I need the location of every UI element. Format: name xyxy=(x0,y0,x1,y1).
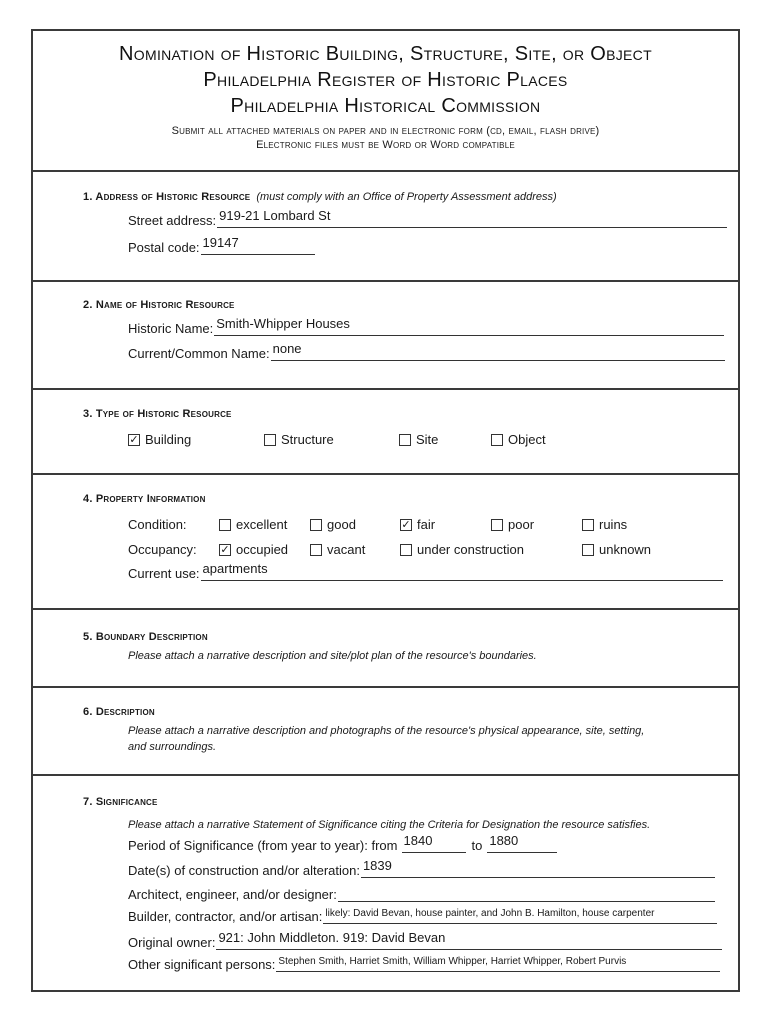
architect-label: Architect, engineer, and/or designer: xyxy=(128,887,337,902)
fair-label: fair xyxy=(417,517,436,532)
street-address-row xyxy=(128,208,727,228)
significant-persons-row xyxy=(128,957,720,972)
building-label: Building xyxy=(145,432,192,447)
object-box[interactable] xyxy=(491,434,503,446)
section-divider xyxy=(33,388,738,390)
ruins-label: ruins xyxy=(599,517,628,532)
significant-persons-field[interactable] xyxy=(276,956,720,972)
postal-code-row xyxy=(128,235,315,255)
architect-field[interactable] xyxy=(338,886,715,902)
form-subtitle-commission: Philadelphia Historical Commission xyxy=(230,95,541,117)
period-to-label: to xyxy=(471,838,483,853)
section-1-heading xyxy=(83,191,557,203)
structure-label: Structure xyxy=(281,432,334,447)
original-owner-row xyxy=(128,930,722,950)
vacant-label: vacant xyxy=(327,542,366,557)
under-construction-box[interactable] xyxy=(400,544,412,556)
occupancy-unknown-checkbox[interactable] xyxy=(582,542,651,557)
historic-name-value: Smith-Whipper Houses xyxy=(216,316,350,331)
builder-label: Builder, contractor, and/or artisan: xyxy=(128,909,323,924)
nomination-form xyxy=(31,29,740,992)
boundary-instruction: Please attach a narrative description and site/plot plan of the resource's boundaries. xyxy=(128,650,537,662)
description-instruction xyxy=(128,723,644,755)
common-name-value: none xyxy=(272,341,302,356)
good-box[interactable] xyxy=(310,519,322,531)
poor-label: poor xyxy=(508,517,535,532)
significance-instruction: Please attach a narrative Statement of Significance citing the Criteria for Designation the resource satisfies. xyxy=(128,819,651,831)
type-object-checkbox[interactable] xyxy=(491,432,546,447)
section-divider xyxy=(33,686,738,688)
occupied-box[interactable] xyxy=(219,544,231,556)
current-use-label: Current use: xyxy=(128,566,200,581)
structure-box[interactable] xyxy=(264,434,276,446)
period-to-field[interactable] xyxy=(487,833,557,853)
construction-dates-label: Date(s) of construction and/or alteration: xyxy=(128,863,360,878)
type-structure-checkbox[interactable] xyxy=(264,432,334,447)
condition-poor-checkbox[interactable] xyxy=(491,517,534,532)
condition-good-checkbox[interactable] xyxy=(310,517,356,532)
original-owner-value: 921: John Middleton. 919: David Bevan xyxy=(218,930,446,945)
construction-dates-field[interactable] xyxy=(361,858,715,878)
object-label: Object xyxy=(508,432,546,447)
section-3-heading: 3. Type of Historic Resource xyxy=(83,408,232,420)
section-divider xyxy=(33,774,738,776)
postal-code-value: 19147 xyxy=(202,235,239,250)
type-building-checkbox[interactable] xyxy=(128,432,191,447)
builder-value: likely: David Bevan, house painter, and John B. Hamilton, house carpenter xyxy=(325,908,655,919)
section-4-heading: 4. Property Information xyxy=(83,493,206,505)
description-instruction-line2: and surroundings. xyxy=(128,741,217,753)
submit-instruction: Submit all attached materials on paper and in electronic form (cd, email, flash drive) xyxy=(171,125,600,137)
poor-box[interactable] xyxy=(491,519,503,531)
section-6-heading: 6. Description xyxy=(83,706,155,718)
significant-persons-value: Stephen Smith, Harriet Smith, William Whipper, Harriet Whipper, Robert Purvis xyxy=(278,956,627,967)
postal-code-label: Postal code: xyxy=(128,240,200,255)
condition-fair-checkbox[interactable] xyxy=(400,517,435,532)
form-title: Nomination of Historic Building, Structure, Site, or Object xyxy=(119,43,652,65)
period-label: Period of Significance (from year to year): from xyxy=(128,838,398,853)
section-1-note: (must comply with an Office of Property Assessment address) xyxy=(256,191,557,203)
unknown-box[interactable] xyxy=(582,544,594,556)
vacant-box[interactable] xyxy=(310,544,322,556)
section-divider xyxy=(33,280,738,282)
excellent-label: excellent xyxy=(236,517,288,532)
occupancy-label: Occupancy: xyxy=(128,542,197,557)
original-owner-label: Original owner: xyxy=(128,935,216,950)
historic-name-row xyxy=(128,316,724,336)
builder-row xyxy=(128,909,717,924)
excellent-box[interactable] xyxy=(219,519,231,531)
construction-dates-value: 1839 xyxy=(362,858,392,873)
historic-name-label: Historic Name: xyxy=(128,321,214,336)
condition-ruins-checkbox[interactable] xyxy=(582,517,627,532)
period-row xyxy=(128,833,557,853)
construction-dates-row xyxy=(128,858,715,878)
form-subtitle-register: Philadelphia Register of Historic Places xyxy=(203,69,568,91)
street-address-label: Street address: xyxy=(128,213,217,228)
street-address-value: 919-21 Lombard St xyxy=(219,208,331,223)
current-use-row xyxy=(128,561,723,581)
current-use-field[interactable] xyxy=(201,561,723,581)
file-format-instruction: Electronic files must be Word or Word compatible xyxy=(256,139,515,151)
building-box[interactable] xyxy=(128,434,140,446)
section-divider xyxy=(33,473,738,475)
condition-excellent-checkbox[interactable] xyxy=(219,517,287,532)
period-from-value: 1840 xyxy=(403,833,433,848)
common-name-row xyxy=(128,341,725,361)
common-name-label: Current/Common Name: xyxy=(128,346,270,361)
type-site-checkbox[interactable] xyxy=(399,432,438,447)
occupancy-vacant-checkbox[interactable] xyxy=(310,542,365,557)
section-7-heading: 7. Significance xyxy=(83,796,158,808)
site-box[interactable] xyxy=(399,434,411,446)
postal-code-field[interactable] xyxy=(201,235,315,255)
occupied-label: occupied xyxy=(236,542,289,557)
form-header xyxy=(33,31,738,152)
significant-persons-label: Other significant persons: xyxy=(128,957,276,972)
check-mark: ✓ xyxy=(401,518,411,531)
section-5-heading: 5. Boundary Description xyxy=(83,631,208,643)
unknown-label: unknown xyxy=(599,542,652,557)
builder-field[interactable] xyxy=(323,908,717,924)
historic-name-field[interactable] xyxy=(214,316,724,336)
original-owner-field[interactable] xyxy=(216,930,722,950)
description-instruction-line1: Please attach a narrative description and photographs of the resource's physical appearance, site, setting, xyxy=(128,725,645,737)
section-divider xyxy=(33,608,738,610)
period-from-field[interactable] xyxy=(402,833,466,853)
current-use-value: apartments xyxy=(202,561,268,576)
common-name-field[interactable] xyxy=(271,341,725,361)
condition-label: Condition: xyxy=(128,517,187,532)
ruins-box[interactable] xyxy=(582,519,594,531)
section-2-heading: 2. Name of Historic Resource xyxy=(83,299,235,311)
occupancy-occupied-checkbox[interactable] xyxy=(219,542,288,557)
architect-row xyxy=(128,886,715,902)
good-label: good xyxy=(327,517,356,532)
street-address-field[interactable] xyxy=(217,208,727,228)
check-mark: ✓ xyxy=(129,433,139,446)
check-mark: ✓ xyxy=(220,543,230,556)
occupancy-under-construction-checkbox[interactable] xyxy=(400,542,524,557)
fair-box[interactable] xyxy=(400,519,412,531)
site-label: Site xyxy=(416,432,439,447)
period-to-value: 1880 xyxy=(489,833,519,848)
section-divider xyxy=(33,170,738,172)
section-1-title: 1. Address of Historic Resource xyxy=(83,191,251,203)
under-construction-label: under construction xyxy=(417,542,524,557)
